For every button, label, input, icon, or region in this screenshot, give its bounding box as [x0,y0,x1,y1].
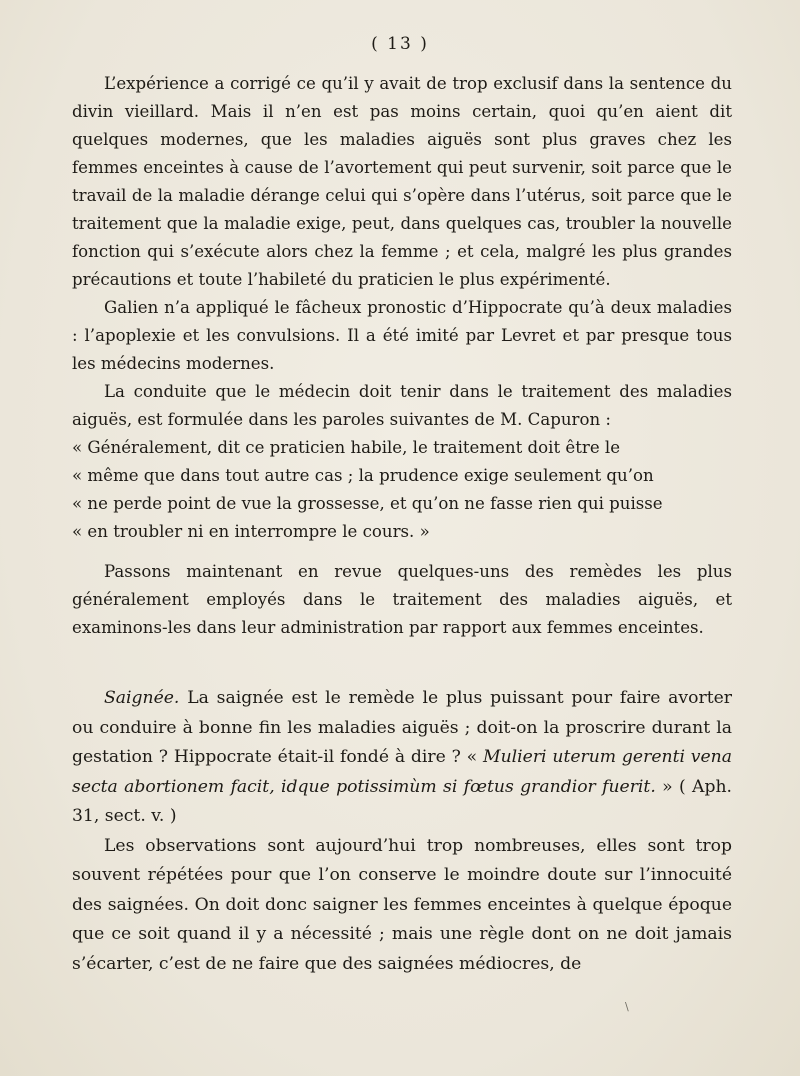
latin-quote: Mulieri uterum gerenti vena secta abortionem facit, idque potissimùm si fœtus grandior fuerit. [72,747,732,797]
quote-line: « Généralement, dit ce praticien habile, le traitement doit être le [72,438,621,457]
paragraph-experience: L’expérience a corrigé ce qu’il y avait de trop exclusif dans la sentence du divin vieillard. Mais il n’en est pas moins certain, quoi qu’en aient dit quelques modernes, que les maladies aiguës sont plus graves chez les femmes enceintes à cause de l’avortement qui peut survenir, soit parce que le travail de la maladie dérange celui qui s’opère dans l’utérus, soit parce que le traitement que la maladie exige, peut, dans quelques cas, troubler la nouvelle fonction qui s’exécute alors chez la femme ; et cela, malgré les plus grandes précautions et toute l’habileté du praticien le plus expérimenté. [72,74,732,289]
quote-line: « ne perde point de vue la grossesse, et qu’on ne fasse rien qui puisse [72,494,663,513]
footer-mark: \ [625,1000,629,1013]
paragraph-remedes: Passons maintenant en revue quelques-uns des remèdes les plus généralement employés dans le traitement des maladies aiguës, et examinons-les dans leur administration par rapport aux femmes enceintes. [72,562,732,637]
quote-line: « même que dans tout autre cas ; la prudence exige seulement qu’on [72,466,654,485]
saignee-text: La saignée est le remède le plus puissant pour faire avorter ou conduire à bonne fin les maladies aiguës ; doit-on la proscrire durant la gestation ? Hippocrate était-il fondé à dire ? « [72,688,732,767]
text-block-middle [72,558,732,642]
aphorism-reference: » ( Aph. 31, sect. v. ) [72,776,732,826]
paragraph-observations: Les observations sont aujourd’hui trop nombreuses, elles sont trop souvent répétées pour que l’on conserve le moindre doute sur l’innocuité des saignées. On doit donc saigner les femmes enceintes à quelque époque que ce soit quand il y a nécessité ; mais une règle dont on ne doit jamais s’écarter, c’est de ne faire que des saignées médiocres, de [72,835,732,974]
section-title-saignee: Saignée. [104,688,180,708]
page-number: ( 13 ) [371,34,429,54]
quote-line: « en troubler ni en interrompre le cours. » [72,522,430,541]
paragraph-saignee [72,684,732,832]
paragraph-conduite: La conduite que le médecin doit tenir dans le traitement des maladies aiguës, est formulée dans les paroles suivantes de M. Capuron : [72,382,732,429]
paragraph-galien: Galien n’a appliqué le fâcheux pronostic d’Hippocrate qu’à deux maladies : l’apoplexie et les convulsions. Il a été imité par Levret et par presque tous les médecins modernes. [72,298,732,373]
text-block-lower [72,684,732,979]
text-block-upper [72,70,732,546]
